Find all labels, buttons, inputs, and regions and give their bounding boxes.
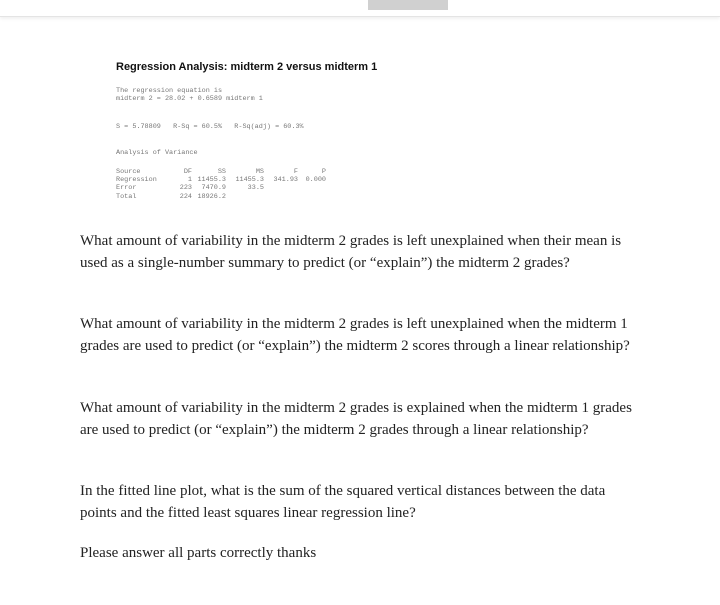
- table-row: [116, 176, 326, 184]
- table-header-row: [116, 168, 326, 176]
- cell: 7470.9: [201, 184, 226, 193]
- col-df: DF: [183, 168, 192, 176]
- question-2: What amount of variability in the midterm 2 grades is left unexplained when the midterm 1 grades are used to predict (or “explain”) the midterm 2 scores through a linear relationship?: [80, 316, 630, 354]
- cell: 1: [187, 176, 192, 185]
- table-row: [116, 184, 326, 192]
- tab[interactable]: [368, 0, 448, 10]
- question-1: What amount of variability in the midterm 2 grades is left unexplained when their mean is used as a single-number summary to predict (or “explain”) the midterm 2 grades?: [80, 233, 622, 271]
- question-4: In the fitted line plot, what is the sum of the squared vertical distances between the data points and the fitted least squares linear regression line?: [80, 483, 606, 521]
- col-source: Source: [116, 168, 141, 176]
- cell: 0.000: [305, 176, 326, 185]
- table-row: [116, 193, 326, 201]
- cell: 33.5: [247, 184, 264, 193]
- cell: 224: [179, 192, 192, 201]
- cell: 11455.3: [235, 176, 264, 185]
- equation-label: The regression equation is: [116, 87, 223, 95]
- col-ss: SS: [217, 168, 226, 176]
- question-3: What amount of variability in the midterm 2 grades is explained when the midterm 1 grades are used to predict (or “explain”) the midterm 2 grades through a linear relationship?: [80, 400, 632, 438]
- cell: Total: [116, 192, 137, 201]
- col-p: P: [321, 168, 326, 176]
- fit-stats: S = 5.78809 R-Sq = 60.5% R-Sq(adj) = 60.3%: [116, 123, 304, 131]
- cell: 11455.3: [197, 176, 226, 185]
- cell: 223: [179, 184, 192, 193]
- cell: 18926.2: [197, 192, 226, 201]
- regression-equation: midterm 2 = 28.02 + 0.6589 midterm 1: [116, 95, 263, 103]
- anova-title: Analysis of Variance: [116, 149, 198, 157]
- col-f: F: [293, 168, 298, 176]
- cell: Error: [116, 184, 137, 193]
- anova-table: [116, 168, 326, 201]
- cell: 341.93: [273, 176, 298, 185]
- closing-note: Please answer all parts correctly thanks: [80, 545, 317, 561]
- cell: Regression: [116, 176, 157, 185]
- col-ms: MS: [255, 168, 264, 176]
- output-title: Regression Analysis: midterm 2 versus midterm 1: [116, 61, 378, 73]
- top-bar: [0, 0, 720, 17]
